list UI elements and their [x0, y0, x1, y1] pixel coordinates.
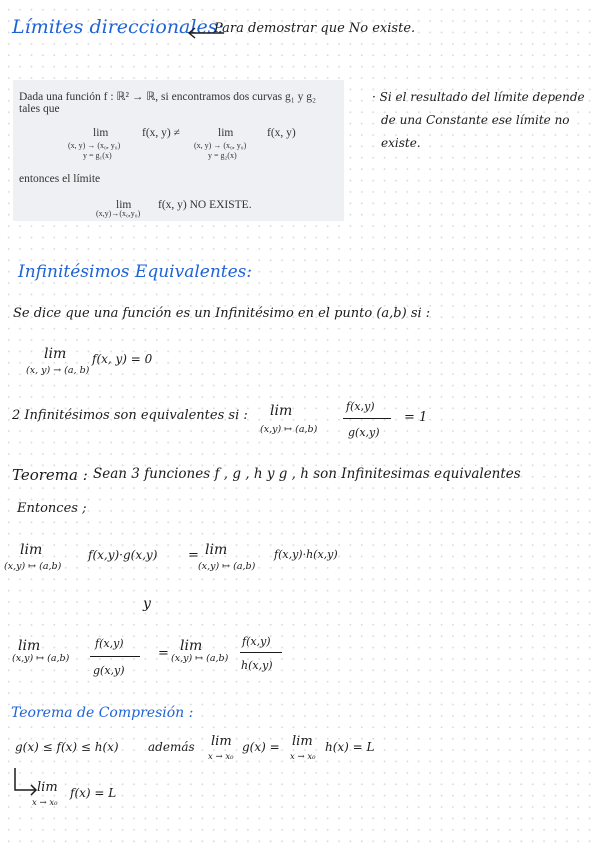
comp-lim-h-word: lim: [292, 734, 313, 749]
eq2-right-lim: lim: [180, 638, 203, 654]
eq-denominator: g(x,y): [348, 426, 380, 439]
left-lim-expr: f(x, y) ≠: [142, 127, 180, 139]
equivalentes-prefix: 2 Infinitésimos son equivalentes si :: [12, 408, 248, 423]
side-note-line2: de una Constante ese límite no: [381, 113, 570, 127]
eq-numerator: f(x,y): [346, 400, 375, 413]
eq2-right-sub: (x,y) ↦ (a,b): [171, 653, 229, 664]
eq2-equals: =: [158, 646, 169, 661]
inf-lim-expr: f(x, y) = 0: [92, 352, 153, 366]
eq1-left-sub: (x,y) ↦ (a,b): [4, 561, 62, 572]
conclusion-arrow-icon: [10, 766, 40, 802]
heading-note: Para demostrar que No existe.: [214, 21, 416, 36]
final-lim-word: lim: [116, 199, 132, 211]
inf-lim-word: lim: [44, 346, 67, 362]
eq2-right-den: h(x,y): [241, 659, 273, 672]
eq1-right-sub: (x,y) ↦ (a,b): [198, 561, 256, 572]
compresion-inequality: g(x) ≤ f(x) ≤ h(x): [15, 740, 119, 754]
eq-result: = 1: [404, 410, 428, 425]
right-lim-sub2: y = g₂(x): [208, 151, 237, 160]
teorema-label: Teorema :: [12, 466, 88, 484]
eq1-right-lim: lim: [205, 542, 228, 558]
right-lim-sub1: (x, y) → (x₀, y₀): [194, 141, 247, 150]
teorema-statement: Sean 3 funciones f , g , h y g , h son Infinitesimas equivalentes: [93, 466, 521, 482]
left-lim-sub1: (x, y) → (x₀, y₀): [68, 141, 121, 150]
conclusion-lim-word: lim: [37, 780, 58, 795]
eq2-left-fraction-bar: [90, 656, 140, 657]
left-lim-word: lim: [93, 127, 109, 139]
eq2-left-sub: (x,y) ↦ (a,b): [12, 653, 70, 664]
infinitesimo-definition: Se dice que una función es un Infinitésimo en el punto (a,b) si :: [13, 306, 431, 321]
heading-infinitesimos: Infinitésimos Equivalentes:: [18, 262, 253, 282]
eq1-left-expr: f(x,y)·g(x,y): [88, 548, 158, 562]
teorema-then: Entonces ;: [17, 501, 87, 516]
eq-lim-word: lim: [270, 403, 293, 419]
side-note-line1: · Si el resultado del límite depende: [372, 90, 585, 104]
eq1-equals: =: [188, 548, 199, 563]
heading-limites-direccionales: Límites direccionales:: [12, 16, 224, 38]
eq2-right-num: f(x,y): [242, 635, 271, 648]
definition-line3: entonces el límite: [19, 173, 101, 185]
final-lim-expr: f(x, y) NO EXISTE.: [158, 199, 252, 211]
comp-lim-g-expr: g(x) =: [242, 740, 280, 754]
eq1-left-lim: lim: [20, 542, 43, 558]
right-lim-expr: f(x, y): [267, 127, 296, 139]
left-lim-sub2: y = g₁(x): [83, 151, 112, 160]
comp-lim-g-word: lim: [211, 734, 232, 749]
eq-lim-sub: (x,y) ↦ (a,b): [260, 424, 318, 435]
right-lim-word: lim: [218, 127, 234, 139]
comp-lim-g-sub: x → x₀: [208, 752, 234, 762]
conclusion-expr: f(x) = L: [70, 786, 117, 800]
eq2-left-num: f(x,y): [95, 637, 124, 650]
eq2-left-lim: lim: [18, 638, 41, 654]
and-connector: y: [143, 596, 151, 612]
final-lim-sub: (x,y)→(x₀,y₀): [96, 209, 141, 218]
comp-lim-h-expr: h(x) = L: [325, 740, 375, 754]
conclusion-lim-sub: x → x₀: [32, 798, 58, 808]
compresion-ademas: además: [148, 740, 195, 754]
eq2-right-fraction-bar: [240, 652, 282, 653]
inf-lim-sub: (x, y) → (a, b): [26, 365, 90, 376]
eq2-left-den: g(x,y): [93, 664, 125, 677]
eq-fraction-bar: [343, 418, 391, 419]
definition-box: [13, 80, 344, 221]
definition-line2: tales que: [19, 103, 60, 115]
side-note-line3: existe.: [381, 136, 421, 150]
heading-compresion: Teorema de Compresión :: [11, 705, 194, 721]
comp-lim-h-sub: x → x₀: [290, 752, 316, 762]
definition-line1: Dada una función f : ℝ² → ℝ, si encontramos dos curvas g₁ y g₂: [19, 91, 316, 103]
eq1-right-expr: f(x,y)·h(x,y): [274, 548, 338, 561]
